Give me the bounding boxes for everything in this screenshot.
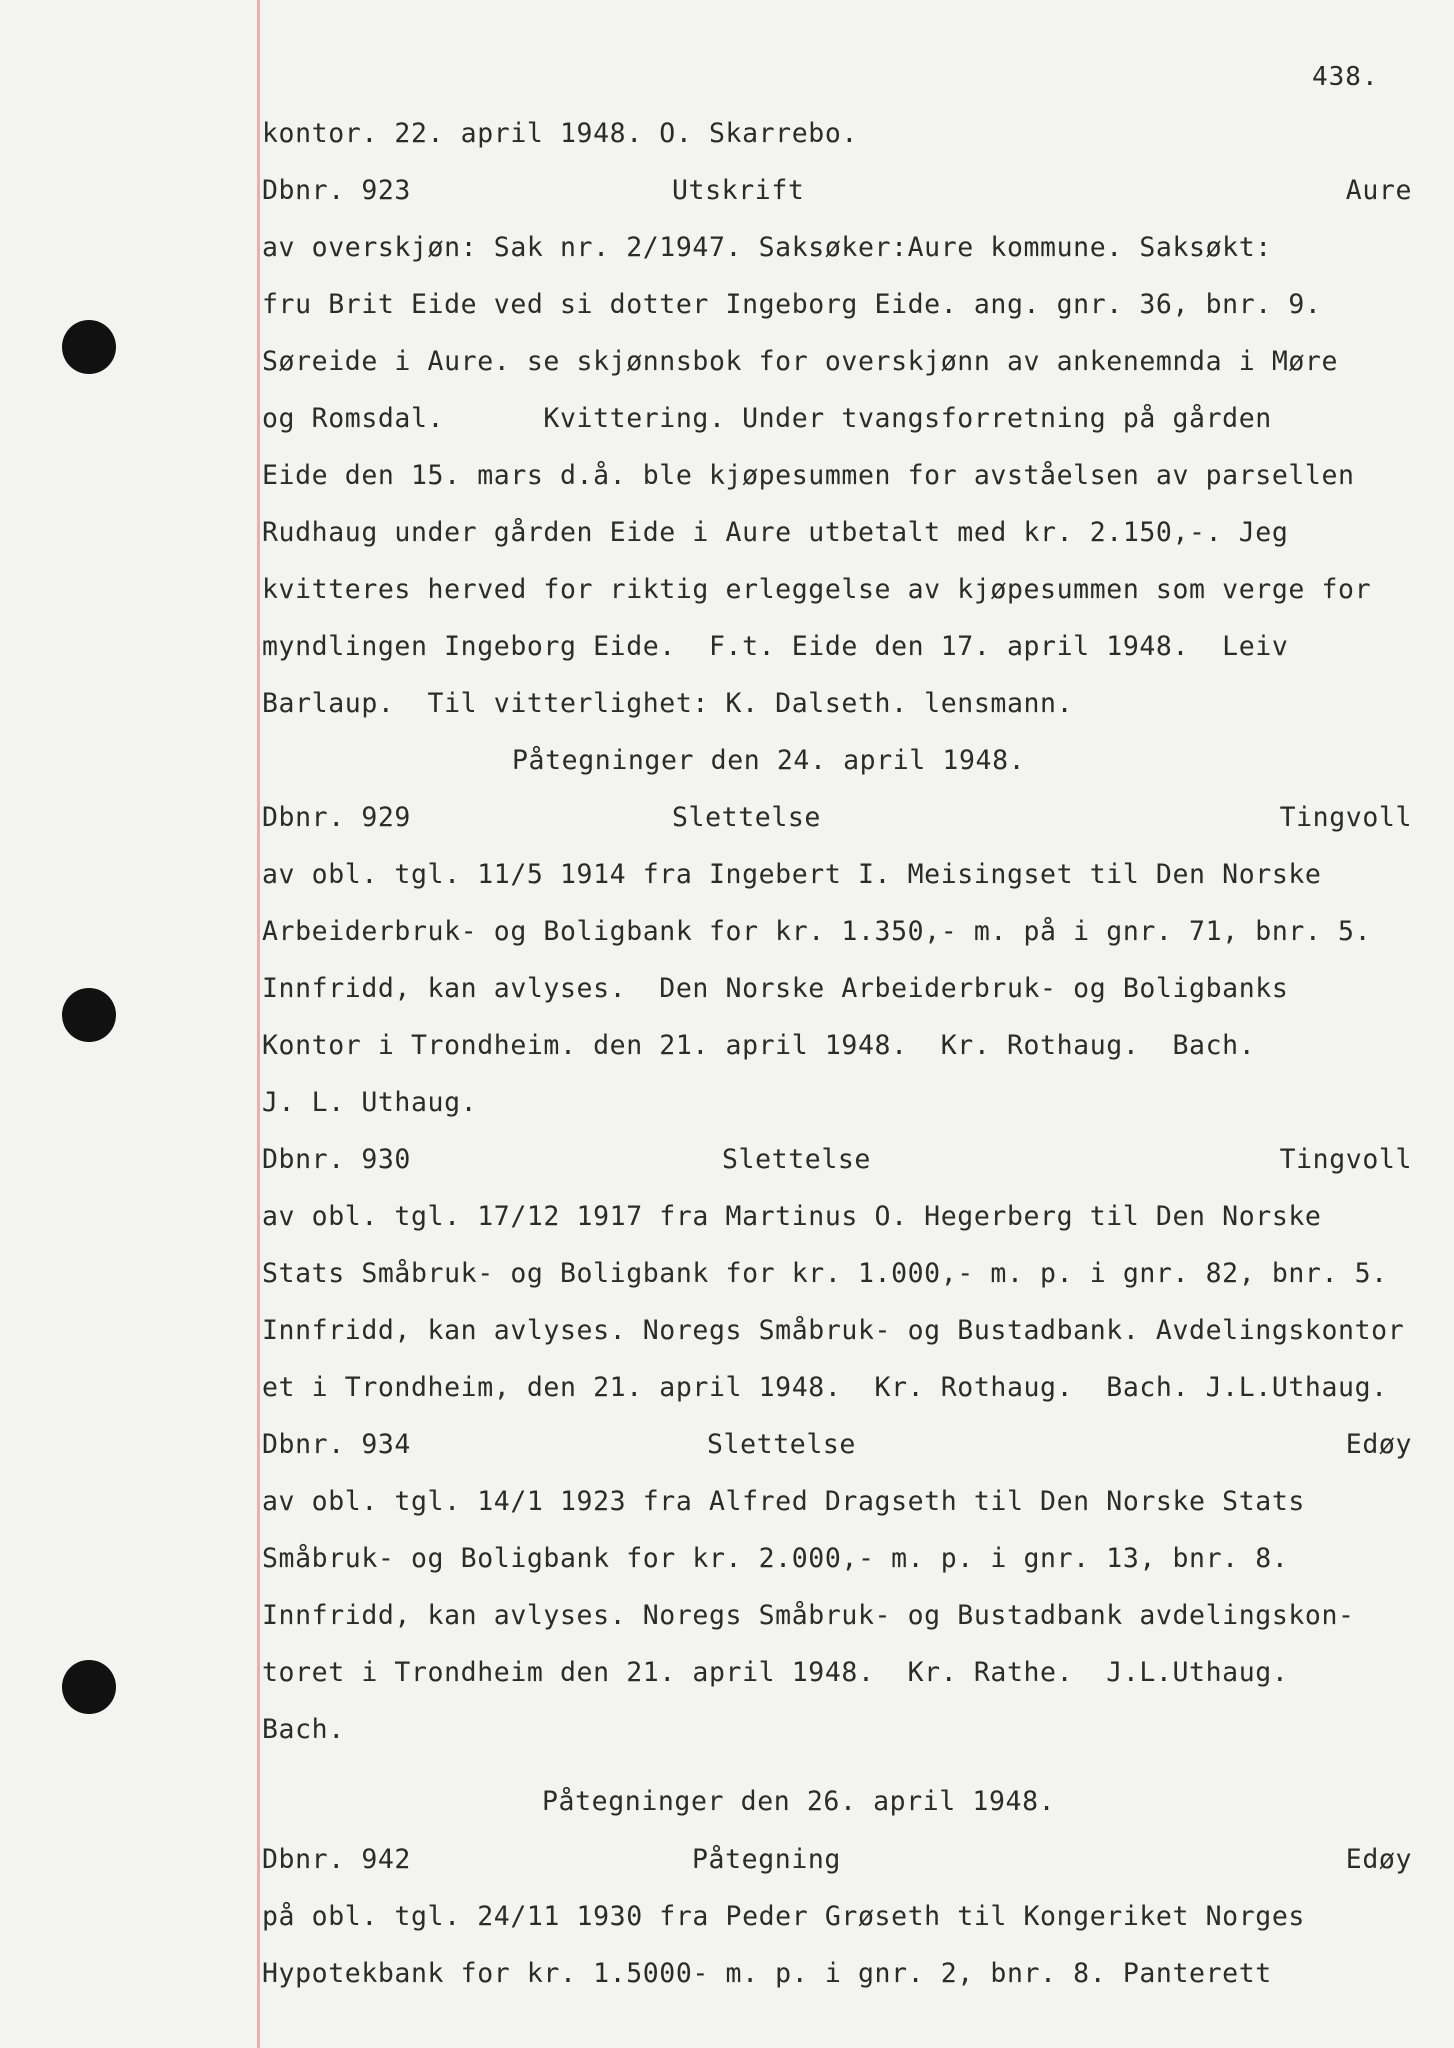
text-line: Søreide i Aure. se skjønnsbok for overskjønn av ankenemnda i Møre bbox=[262, 346, 1339, 377]
text-line: av obl. tgl. 14/1 1923 fra Alfred Dragseth til Den Norske Stats bbox=[262, 1486, 1305, 1517]
text-line: Rudhaug under gården Eide i Aure utbetalt med kr. 2.150,-. Jeg bbox=[262, 517, 1289, 548]
entry-place: Aure bbox=[1345, 175, 1412, 206]
text-line: myndlingen Ingeborg Eide. F.t. Eide den 17. april 1948. Leiv bbox=[262, 631, 1289, 662]
text-line: Eide den 15. mars d.å. ble kjøpesummen for avståelsen av parsellen bbox=[262, 460, 1355, 491]
text-line: toret i Trondheim den 21. april 1948. Kr. Rathe. J.L.Uthaug. bbox=[262, 1657, 1289, 1688]
dbnr-number: Dbnr. 929 bbox=[262, 802, 411, 833]
entry-header-929 bbox=[262, 798, 1412, 838]
text-line: Småbruk- og Boligbank for kr. 2.000,- m. p. i gnr. 13, bnr. 8. bbox=[262, 1543, 1289, 1574]
text-line: Hypotekbank for kr. 1.5000- m. p. i gnr. 2, bnr. 8. Panterett bbox=[262, 1958, 1272, 1989]
text-line: et i Trondheim, den 21. april 1948. Kr. Rothaug. Bach. J.L.Uthaug. bbox=[262, 1372, 1388, 1403]
entry-title: Utskrift bbox=[672, 175, 805, 206]
text-line: på obl. tgl. 24/11 1930 fra Peder Grøseth til Kongeriket Norges bbox=[262, 1901, 1305, 1932]
dbnr-number: Dbnr. 934 bbox=[262, 1429, 411, 1460]
entry-title: Slettelse bbox=[722, 1144, 871, 1175]
text-line: Arbeiderbruk- og Boligbank for kr. 1.350,- m. på i gnr. 71, bnr. 5. bbox=[262, 916, 1372, 947]
text-line: Bach. bbox=[262, 1714, 345, 1745]
page-number: 438. bbox=[1312, 62, 1379, 92]
text-line: Innfridd, kan avlyses. Noregs Småbruk- og Bustadbank. Avdelingskontor bbox=[262, 1315, 1405, 1346]
text-line: Innfridd, kan avlyses. Den Norske Arbeiderbruk- og Boligbanks bbox=[262, 973, 1289, 1004]
text-line: Kontor i Trondheim. den 21. april 1948. Kr. Rothaug. Bach. bbox=[262, 1030, 1256, 1061]
dbnr-number: Dbnr. 923 bbox=[262, 175, 411, 206]
punch-hole-bottom bbox=[62, 1660, 116, 1714]
text-line: av obl. tgl. 11/5 1914 fra Ingebert I. Meisingset til Den Norske bbox=[262, 859, 1322, 890]
entry-place: Edøy bbox=[1345, 1844, 1412, 1875]
text-line: Stats Småbruk- og Boligbank for kr. 1.000,- m. p. i gnr. 82, bnr. 5. bbox=[262, 1258, 1388, 1289]
text-line: og Romsdal. Kvittering. Under tvangsforretning på gården bbox=[262, 403, 1272, 434]
punch-hole-middle bbox=[62, 988, 116, 1042]
text-line: Barlaup. Til vitterlighet: K. Dalseth. lensmann. bbox=[262, 688, 1074, 719]
entry-title: Påtegning bbox=[692, 1844, 841, 1875]
dbnr-number: Dbnr. 930 bbox=[262, 1144, 411, 1175]
punch-hole-top bbox=[62, 320, 116, 374]
entry-place: Tingvoll bbox=[1279, 802, 1412, 833]
text-line: av obl. tgl. 17/12 1917 fra Martinus O. Hegerberg til Den Norske bbox=[262, 1201, 1322, 1232]
text-line: kvitteres herved for riktig erleggelse av kjøpesummen som verge for bbox=[262, 574, 1372, 605]
text-line: Innfridd, kan avlyses. Noregs Småbruk- og Bustadbank avdelingskon- bbox=[262, 1600, 1355, 1631]
text-line: av overskjøn: Sak nr. 2/1947. Saksøker:Aure kommune. Saksøkt: bbox=[262, 232, 1272, 263]
entry-title: Slettelse bbox=[707, 1429, 856, 1460]
entry-header-942 bbox=[262, 1840, 1412, 1880]
entry-place: Edøy bbox=[1345, 1429, 1412, 1460]
dbnr-number: Dbnr. 942 bbox=[262, 1844, 411, 1875]
entry-header-930 bbox=[262, 1140, 1412, 1180]
section-heading-26-april: Påtegninger den 26. april 1948. bbox=[542, 1786, 1056, 1817]
margin-rule bbox=[257, 0, 260, 2048]
section-heading-24-april: Påtegninger den 24. april 1948. bbox=[512, 745, 1026, 776]
intro-line: kontor. 22. april 1948. O. Skarrebo. bbox=[262, 118, 858, 149]
entry-place: Tingvoll bbox=[1279, 1144, 1412, 1175]
entry-header-934 bbox=[262, 1425, 1412, 1465]
text-line: J. L. Uthaug. bbox=[262, 1087, 478, 1118]
text-line: fru Brit Eide ved si dotter Ingeborg Eide. ang. gnr. 36, bnr. 9. bbox=[262, 289, 1322, 320]
entry-header-923 bbox=[262, 171, 1412, 211]
entry-title: Slettelse bbox=[672, 802, 821, 833]
